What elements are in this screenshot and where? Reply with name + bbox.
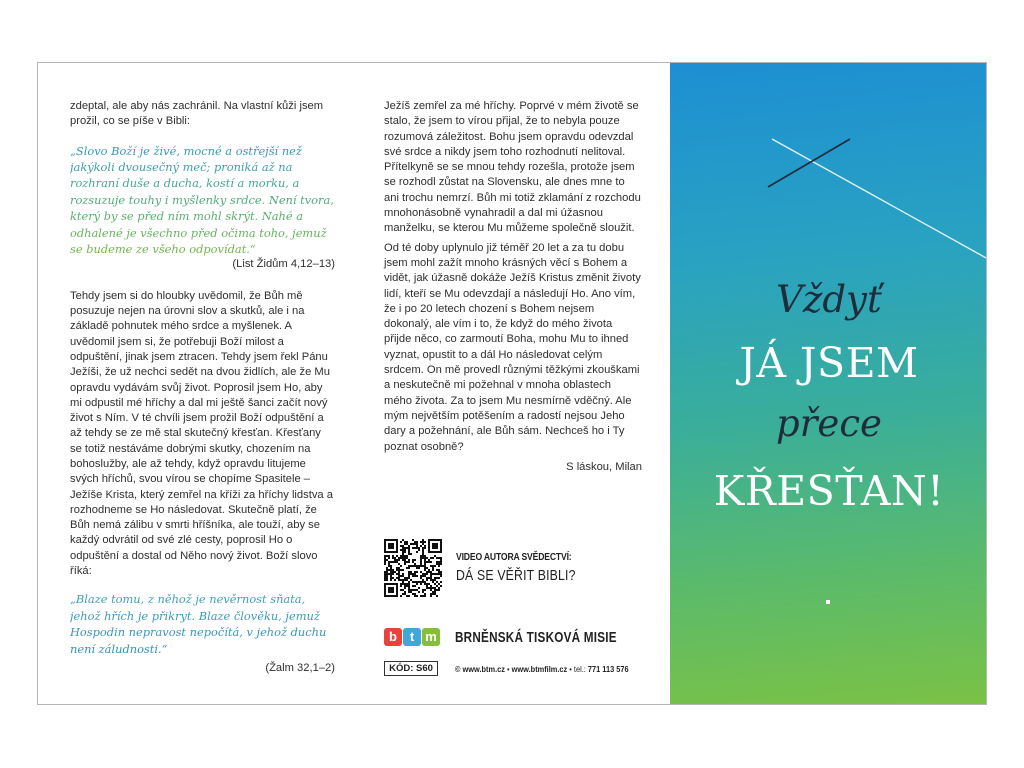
phone-label: tel.: [573, 664, 586, 674]
paragraph: Od té doby uplynulo již téměř 20 let a za tu dobu jsem mohl zažít mnoho krásných věcí s Bohem a vidět, jak úžasně dokáže Ježíš Kristus změnit životy lidí, kteří se Mu odevzdají a následují Ho. Ano vím, že i po 20 letech chození s Bohem nejsem dokonalý, ale vím i to, že když do mého života přijde něco, co zarmoutí Boha, mohu Mu to ihned vyznat, opustit to a dál Ho následovat celým srdcem. On mě provedl různými těžkými zkouškami a neskutečně mi požehnal v mnoha oblastech mého života. Za to jsem Mu nesmírně vděčný. Ale mým největším potěšením a radostí nejsou Jeho dary a požehnání, ale Bůh sám. Nechceš ho i Ty poznat osobně? [384, 241, 641, 453]
verse-reference: (Žalm 32,1–2) [265, 662, 335, 674]
website-link[interactable]: www.btm.cz [462, 664, 505, 674]
contact-line [455, 664, 629, 674]
publisher-logo [384, 628, 642, 654]
separator: • [569, 664, 572, 674]
video-promo [384, 539, 642, 601]
qr-code-icon[interactable] [384, 539, 442, 597]
verse-reference: (List Židům 4,12–13) [232, 258, 335, 271]
video-label: VIDEO AUTORA SVĚDECTVÍ: [456, 551, 572, 563]
phone-number: 771 113 576 [587, 664, 629, 674]
logo-letter-b: b [384, 628, 402, 646]
middle-column [384, 99, 642, 475]
cover-title-line: přece [776, 402, 882, 445]
paragraph: Tehdy jsem si do hloubky uvědomil, že Bůh mě posuzuje nejen na úrovni slov a skutků, ale i na základě pohnutek mého srdce a myšlenek. A uvědomil jsem si, že potřebuji Boží milost a odpuštění, jinak jsem ztracen. Tehdy jsem řekl Pánu Ježíši, že už nechci sedět na dvou židlích, ale že Mu opravdu vydávám svůj život. Poprosil jsem Ho, aby mi odpustil mé hříchy a dal mi ještě šanci začít nový život s Ním. V té chvíli jsem prožil Boží odpuštění a až tehdy se ze mě stal skutečný křesťan. Křesťany se totiž nestáváme dobrými skutky, chozením na bohoslužby, ale až tehdy, když opravdu litujeme svých hříchů, svou vírou se chopíme Spasitele – Ježíše Krista, který zemřel na kříži za hříchy lidstva a rozhodneme se Ho následovat. Skutečně platí, že Bůh nemá zálibu v smrti hříšníka, ale touží, aby se každý odvrátil od své zlé cesty, poprosil Ho o odpuštění a dostal od Něho nový život. Boží slovo říká: [70, 289, 333, 578]
paragraph: zdeptal, ale aby nás zachránil. Na vlastní kůži jsem prožil, co se píše v Bibli: [70, 100, 324, 128]
product-code: KÓD: S60 [384, 661, 438, 676]
tract-sheet [37, 62, 987, 705]
cover-title-line: JÁ JSEM [739, 339, 919, 387]
copyright-symbol: © [455, 664, 461, 674]
logo-letter-t: t [403, 628, 421, 646]
cover-title-line: KŘESŤAN! [713, 467, 945, 515]
website-link[interactable]: www.btmfilm.cz [511, 664, 568, 674]
cover-panel [670, 63, 987, 705]
bible-verse-hebrews: „Slovo Boží je živé, mocné a ostřejší než jakýkoli dvousečný meč; proniká až na rozhraní duše a ducha, kostí a morku, a rozsuzuje touhy i myšlenky srdce. Není tvora, který by se před ním mohl skrýt. Nahé a odhalené je všechno před očima toho, jemuž se budeme ze všeho odpovídat.“ [70, 143, 334, 257]
separator: • [507, 664, 510, 674]
video-title: DÁ SE VĚŘIT BIBLI? [456, 567, 576, 584]
signature: S láskou, Milan [566, 460, 642, 473]
publisher-name: BRNĚNSKÁ TISKOVÁ MISIE [455, 629, 617, 646]
bible-verse-psalm: „Blaze tomu, z něhož je nevěrnost sňata, jehož hřích je přikryt. Blaze člověku, jemuž Hospodin nepravost nepočítá, v jehož duchu není záludnosti.“ [70, 591, 335, 657]
logo-letter-m: m [422, 628, 440, 646]
left-column [70, 99, 335, 674]
cover-title-line: Vždyť [776, 278, 882, 321]
decorative-dot [826, 600, 830, 604]
paragraph: Ježíš zemřel za mé hříchy. Poprvé v mém životě se stalo, že jsem to vírou přijal, že to nebyla pouze rozumová záležitost. Bohu jsem opravdu odevzdal své srdce a nikdy jsem toho rozhodnutí nelitoval. Přítelkyně se se mnou tehdy rozešla, protože jsem se rozhodl zůstat na Slovensku, ale dnes mne to ani trochu nemrzí. Bůh mi totiž zklamání z rozchodu mnohonásobně vynahradil a dal mi úžasnou manželku, se kterou Mu můžeme společně sloužit. [384, 100, 641, 235]
